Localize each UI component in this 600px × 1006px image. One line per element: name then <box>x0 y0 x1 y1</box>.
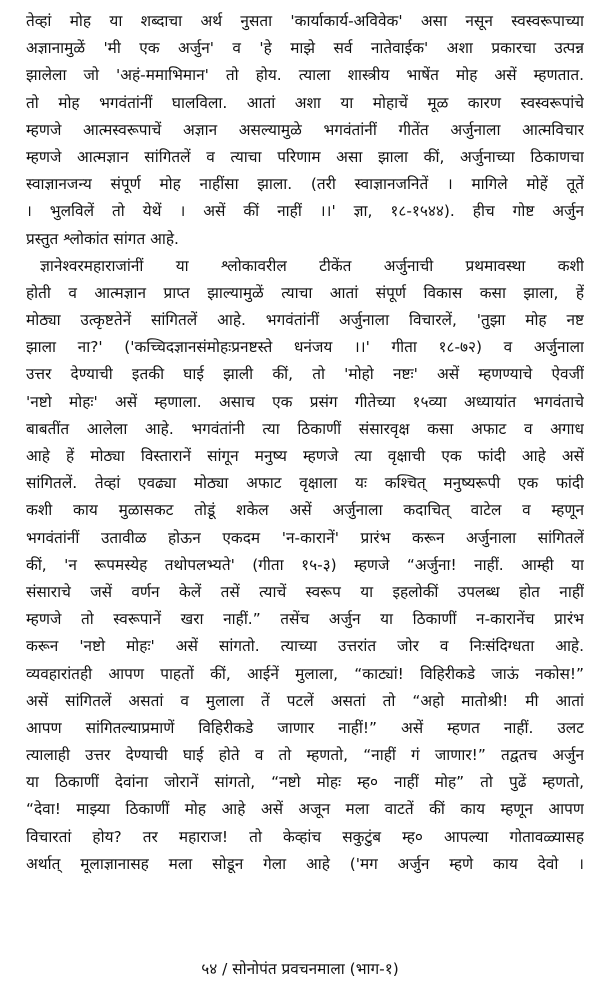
text-line: म्हणजे आत्मस्वरूपाचें अज्ञान असल्यामुळे भगवंतांनीं गीतेंत अर्जुनाला आत्मविचार <box>26 120 584 139</box>
text-line: अज्ञानामुळें 'मी एक अर्जुन' व 'हे माझे सर्व नातेवाईक' अशा प्रकारचा उत्पन्न <box>26 39 584 58</box>
text-line: विचारतां होय? तर महाराज! तो केव्हांच सकुटुंब म्ह० आपल्या गोतावळ्यासह <box>26 827 584 846</box>
paragraph-1 <box>26 8 584 253</box>
text-line: ज्ञानेश्वरमहाराजांनीं या श्लोकावरील टीकेंत अर्जुनाची प्रथमावस्था कशी <box>40 256 584 275</box>
text-line: संसाराचे जसें वर्णन केलें तसें त्याचें स्वरूप या इहलोकीं उपलब्ध होत नाहीं <box>26 582 584 601</box>
text-line: व्यवहारांतही आपण पाहतों कीं, आईनें मुलाला, “काट्यां! विहिरीकडे जाऊं नकोस!” <box>26 664 584 683</box>
text-line: आहे हें मोठ्या विस्तारानें सांगून मनुष्य म्हणजे त्या वृक्षाची एक फांदी आहे असें <box>26 447 584 465</box>
text-line: झालेला जो 'अहं-ममाभिमान' तो होय. त्याला शास्त्रीय भाषेंत मोह असें म्हणतात. <box>26 66 584 85</box>
text-line: मोठ्या उत्कृष्टतेनें सांगितलें आहे. भगवंतांनीं अर्जुनाला विचारलें, 'तुझा मोह नष्ट <box>26 311 584 330</box>
text-line: बाबतींत आलेला आहे. भगवंतांनी त्या ठिकाणीं संसारवृक्ष कसा अफाट व अगाध <box>26 419 584 438</box>
text-line: कीं, 'न रूपमस्येह तथोपलभ्यते' (गीता १५-३) म्हणजे “अर्जुना! नाहीं. आम्ही या <box>26 555 584 574</box>
text-line: म्हणजे आत्मज्ञान सांगितलें व त्याचा परिणाम असा झाला कीं, अर्जुनाच्या ठिकाणचा <box>26 147 584 166</box>
text-line: भगवंतांनीं उतावीळ होऊन एकदम 'न-कारानें' प्रारंभ करून अर्जुनाला सांगितलें <box>26 528 584 547</box>
text-line: करून 'नष्टो मोहः' असें सांगतो. त्याच्या उत्तरांत जोर व निःसंदिग्धता आहे. <box>26 637 584 656</box>
page-body-text <box>26 8 584 878</box>
text-line: तेव्हां मोह या शब्दाचा अर्थ नुसता 'कार्याकार्य-अविवेक' असा नसून स्वस्वरूपाच्या <box>26 12 584 30</box>
page-footer: ५४ / सोनोपंत प्रवचनमाला (भाग-१) <box>201 960 399 978</box>
text-line: तो मोह भगवंतांनीं घालविला. आतां अशा या मोहाचें मूळ कारण स्वस्वरूपांचे <box>26 93 584 112</box>
text-line: होती व आत्मज्ञान प्राप्त झाल्यामुळें त्याचा आतां संपूर्ण विकास कसा झाला, हें <box>26 283 584 302</box>
text-line: अर्थात् मूलाज्ञानासह मला सोडून गेला आहे ('मग अर्जुन म्हणे काय देवो । <box>26 854 584 873</box>
text-line: असें सांगितलें असतां व मुलाला तें पटलें असतां तो “अहो मातोश्री! मी आतां <box>26 691 584 710</box>
text-line: त्यालाही उत्तर देण्याची घाई होते व तो म्हणतो, “नाहीं गं जाणार!” तद्वतच अर्जुन <box>26 746 584 765</box>
text-line: “देवा! माझ्या ठिकाणीं मोह आहे असें अजून मला वाटतें कीं काय म्हणून आपण <box>26 800 584 819</box>
text-line: । भुलविलें तो येथें । असें कीं नाहीं ।।' ज्ञा, १८-१५४४). हीच गोष्ट अर्जुन <box>26 202 584 221</box>
text-line: उत्तर देण्याची इतकी घाई झाली कीं, तो 'मोहो नष्टः' असें म्हणण्याचे ऐवजीं <box>26 365 584 384</box>
text-line: म्हणजे तो स्वरूपानें खरा नाहीं.” तसेंच अर्जुन या ठिकाणीं न-कारानेंच प्रारंभ <box>26 610 584 629</box>
text-line: या ठिकाणीं देवांना जोरानें सांगतो, “नष्टो मोहः म्ह० नाहीं मोह” तो पुढें म्हणतो, <box>26 773 584 792</box>
paragraph-2 <box>26 253 584 878</box>
text-line: स्वाज्ञानजन्य संपूर्ण मोह नाहींसा झाला. (तरी स्वाज्ञानजनितें । मागिले मोहें तूतें <box>26 175 584 194</box>
text-line: प्रस्तुत श्लोकांत सांगत आहे. <box>26 229 179 248</box>
text-line: झाला ना?' ('कच्चिदज्ञानसंमोहःप्रनष्टस्ते धनंजय ।।' गीता १८-७२) व अर्जुनाला <box>26 338 584 357</box>
text-line: 'नष्टो मोहः' असें म्हणाला. असाच एक प्रसंग गीतेच्या १५व्या अध्यायांत भगवंताचे <box>26 392 584 411</box>
text-line: सांगितलें. तेव्हां एवढ्या मोठ्या अफाट वृक्षाला यः कश्चित् मनुष्यरूपी एक फांदी <box>26 474 584 493</box>
text-line: आपण सांगितल्याप्रमाणें विहिरीकडे जाणार नाहीं!” असें म्हणत नाहीं. उलट <box>26 718 584 737</box>
text-line: कशी काय मुळासकट तोडूं शकेल असें अर्जुनाला कदाचित् वाटेल व म्हणून <box>26 501 584 520</box>
